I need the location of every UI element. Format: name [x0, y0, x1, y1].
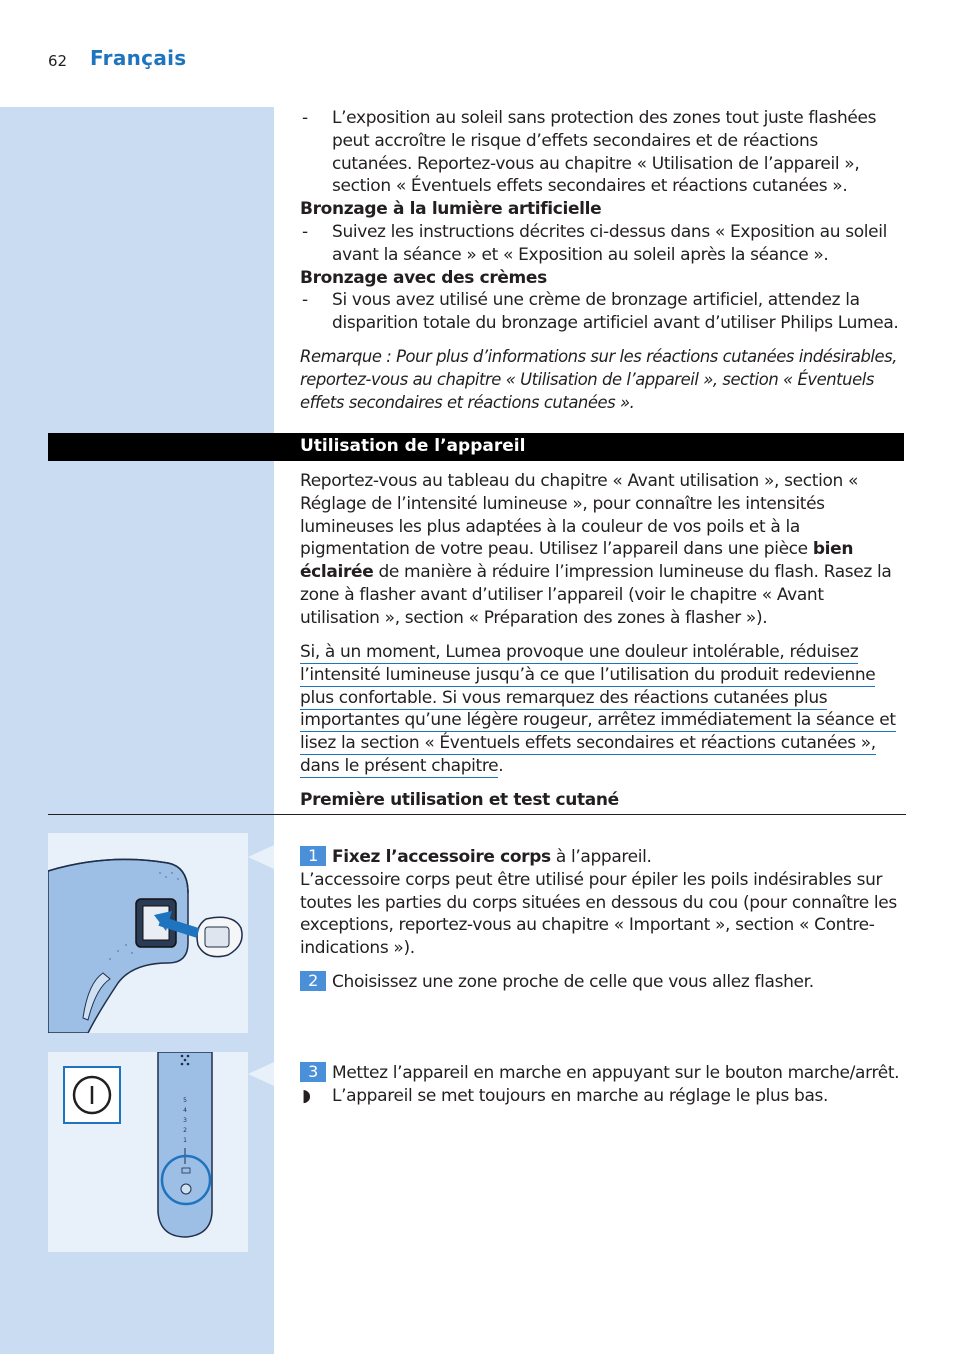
intro-text-after: de manière à réduire l’impression lumineuse du flash. Rasez la zone à flasher avant d’utiliser l’appareil (voir le chapitre « Avant utilisation », section « Préparation des zones à flasher »). — [300, 562, 892, 628]
result-arrow-icon: ◗ — [302, 1085, 311, 1106]
step-text: Mettez l’appareil en marche en appuyant sur le bouton marche/arrêt. — [332, 1063, 900, 1083]
scale-label: 4 — [183, 1107, 187, 1114]
bullet-text: Suivez les instructions décrites ci-dessus dans « Exposition au soleil avant la séance » et « Exposition au soleil après la séance ». — [332, 221, 888, 265]
language-title: Français — [90, 46, 187, 70]
step-2 — [300, 971, 906, 994]
warning-line: importantes qu’une légère rougeur, arrêtez immédiatement la séance et — [300, 710, 896, 731]
warning-line: dans le présent chapitre — [300, 755, 499, 776]
warning-line: plus confortable. Si vous remarquez des réactions cutanées plus — [300, 687, 828, 708]
step-detail: L’accessoire corps peut être utilisé pour épiler les poils indésirables sur toutes les parties du corps situées en dessous du cou (pour connaître les exceptions, reportez-vous au chapitre « Important », section « Contre-indications »). — [300, 869, 897, 959]
warning-line: l’intensité lumineuse jusqu’à ce que l’utilisation du produit redevienne — [300, 664, 876, 685]
bullet-text: L’exposition au soleil sans protection des zones tout juste flashées peut accroître le risque d’effets secondaires et de réactions cutanées. Reportez-vous au chapitre « Utilisation de l’appareil », section « Éventuels effets secondaires et réactions cutanées ». — [332, 108, 877, 197]
scale-label: 1 — [183, 1137, 187, 1144]
section-bar — [48, 433, 904, 461]
page-number: 62 — [48, 52, 68, 70]
device-front-icon — [48, 1052, 248, 1252]
intro-text-before: Reportez-vous au tableau du chapitre « Avant utilisation », section « Réglage de l’intensité lumineuse », pour connaître les intensités lumineuses les plus adaptées à la couleur de vos poils et à la pigmentation de votre peau. Utilisez l’appareil dans une pièce — [300, 471, 859, 560]
device-with-attachment-icon — [48, 833, 248, 1033]
step-number: 1 — [300, 846, 326, 866]
bullet-text: Si vous avez utilisé une crème de bronzage artificiel, attendez la disparition totale du bronzage artificiel avant d’utiliser Philips Lumea. — [332, 290, 899, 334]
step-number: 2 — [300, 971, 326, 991]
scale-label: 3 — [183, 1117, 187, 1124]
step-bold: Fixez l’accessoire corps — [332, 847, 551, 867]
bullet-item — [300, 289, 900, 335]
step-result: L’appareil se met toujours en marche au réglage le plus bas. — [332, 1085, 829, 1106]
first-use-heading: Première utilisation et test cutané — [300, 790, 619, 810]
step-3 — [300, 1062, 906, 1108]
warning-line: Si, à un moment, Lumea provoque une douleur intolérable, réduisez — [300, 642, 859, 662]
attach-accessory-illustration — [48, 833, 248, 1033]
bullet-item — [300, 107, 900, 198]
step-text: à l’appareil. — [550, 847, 652, 867]
power-on-illustration — [48, 1052, 248, 1252]
sun-exposure-section — [300, 107, 900, 414]
bullet-dash: - — [302, 221, 308, 242]
step-number: 3 — [300, 1062, 326, 1082]
creams-tanning-heading: Bronzage avec des crèmes — [300, 267, 547, 288]
scale-label: 2 — [183, 1127, 187, 1134]
scale-label: 5 — [183, 1097, 187, 1104]
section-title: Utilisation de l’appareil — [300, 436, 526, 456]
usage-intro — [300, 470, 900, 630]
bullet-item — [300, 221, 900, 267]
step-1 — [300, 846, 906, 960]
warning-paragraph — [300, 641, 900, 778]
artificial-tanning-heading: Bronzage à la lumière artificielle — [300, 199, 602, 220]
callout-pointer — [248, 845, 274, 869]
bullet-dash: - — [302, 290, 308, 311]
intro-bold: bien éclairée — [300, 539, 854, 583]
bullet-dash: - — [302, 108, 308, 128]
step-text: Choisissez une zone proche de celle que vous allez flasher. — [332, 972, 814, 992]
callout-pointer — [248, 1062, 274, 1086]
warning-line: lisez la section « Éventuels effets secondaires et réactions cutanées », — [300, 733, 876, 754]
remark-note: Remarque : Pour plus d’informations sur les réactions cutanées indésirables, reportez-vous au chapitre « Utilisation de l’appareil », section « Éventuels effets secondaires et réactions cutanées ». — [300, 346, 897, 412]
warning-end: . — [498, 755, 504, 776]
divider — [48, 814, 906, 815]
